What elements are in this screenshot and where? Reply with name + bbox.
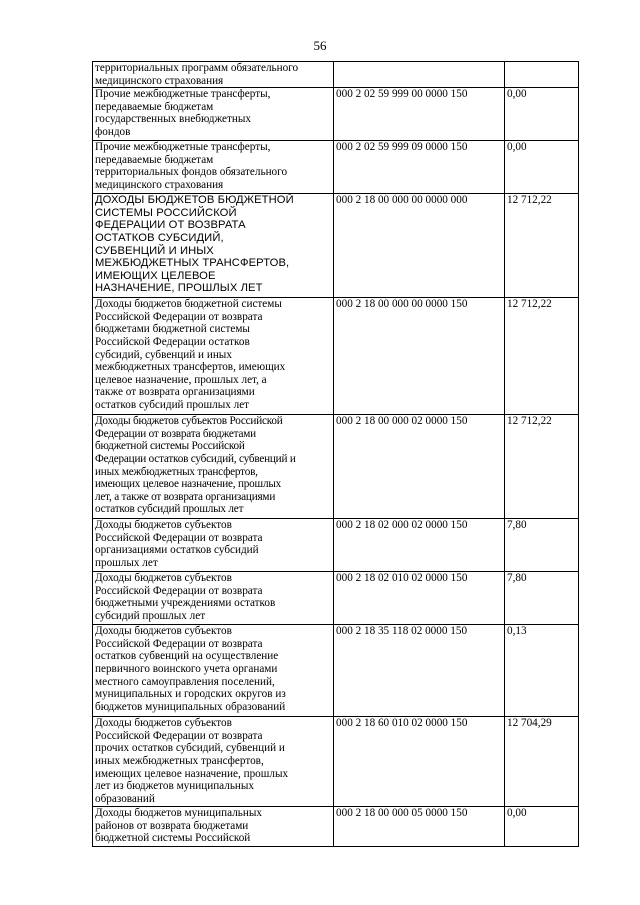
- row-value-cell: [505, 807, 579, 847]
- row-code-cell: [334, 194, 505, 298]
- row-code: 000 2 18 02 010 02 0000 150: [336, 572, 468, 585]
- table-row: [93, 717, 579, 807]
- row-code: 000 2 18 00 000 02 0000 150: [336, 415, 468, 428]
- row-code: 000 2 18 60 010 02 0000 150: [336, 717, 468, 730]
- row-name: Доходы бюджетов муниципальных районов от возврата бюджетами бюджетной системы Российской: [95, 807, 262, 845]
- row-name: Прочие межбюджетные трансферты, передаваемые бюджетам государственных внебюджетных фондов: [95, 88, 271, 138]
- row-code-cell: [334, 298, 505, 415]
- row-name-cell: [93, 519, 334, 572]
- row-code: 000 2 18 02 000 02 0000 150: [336, 519, 468, 532]
- row-code: 000 2 02 59 999 09 0000 150: [336, 141, 468, 154]
- row-code: 000 2 02 59 999 00 0000 150: [336, 88, 468, 101]
- row-value-cell: [505, 519, 579, 572]
- row-name: Доходы бюджетов субъектов Российской Федерации от возврата бюджетами бюджетной системы Российской Федерации остатков субсидий, субвенций и иных межбюджетных трансфертов, имеющих целевое назначение, прошлых лет, а также от возврата организациями остатков субсидий прошлых лет: [95, 415, 296, 516]
- table-row: [93, 807, 579, 847]
- row-value-cell: [505, 62, 579, 88]
- row-value-cell: [505, 88, 579, 141]
- row-code-cell: [334, 62, 505, 88]
- row-name-cell: [93, 625, 334, 717]
- table-row: [93, 194, 579, 298]
- row-name-cell: [93, 717, 334, 807]
- row-name: Доходы бюджетов субъектов Российской Федерации от возврата прочих остатков субсидий, субвенций и иных межбюджетных трансфертов, имеющих целевое назначение, прошлых лет из бюджетов муниципальных образований: [95, 717, 289, 805]
- row-code-cell: [334, 807, 505, 847]
- row-name-cell: [93, 807, 334, 847]
- revenue-table: [92, 61, 579, 847]
- row-value: 0,13: [507, 625, 527, 638]
- row-name: Доходы бюджетов субъектов Российской Федерации от возврата бюджетными учреждениями остатков субсидий прошлых лет: [95, 572, 276, 622]
- row-value: 12 704,29: [507, 717, 552, 730]
- row-value-cell: [505, 572, 579, 625]
- row-name: ДОХОДЫ БЮДЖЕТОВ БЮДЖЕТНОЙ СИСТЕМЫ РОССИЙСКОЙ ФЕДЕРАЦИИ ОТ ВОЗВРАТА ОСТАТКОВ СУБСИДИЙ, СУБВЕНЦИЙ И ИНЫХ МЕЖБЮДЖЕТНЫХ ТРАНСФЕРТОВ, ИМЕЮЩИХ ЦЕЛЕВОЕ НАЗНАЧЕНИЕ, ПРОШЛЫХ ЛЕТ: [95, 194, 294, 295]
- row-name-cell: [93, 88, 334, 141]
- row-name-cell: [93, 298, 334, 415]
- row-value: 0,00: [507, 88, 527, 101]
- row-value: 12 712,22: [507, 298, 552, 311]
- row-value-cell: [505, 625, 579, 717]
- row-name: Доходы бюджетов бюджетной системы Российской Федерации от возврата бюджетами бюджетной системы Российской Федерации остатков субсидий, субвенций и иных межбюджетных трансфертов, имеющих целевое назначение, прошлых лет, а также от возврата организациями остатков субсидий прошлых лет: [95, 298, 286, 411]
- row-value-cell: [505, 415, 579, 519]
- row-value: 7,80: [507, 572, 527, 585]
- table-row: [93, 62, 579, 88]
- row-code: 000 2 18 00 000 00 0000 000: [336, 194, 468, 207]
- row-name-cell: [93, 194, 334, 298]
- row-name: территориальных программ обязательного медицинского страхования: [95, 62, 299, 87]
- row-code: 000 2 18 00 000 00 0000 150: [336, 298, 468, 311]
- row-name-cell: [93, 141, 334, 194]
- row-code-cell: [334, 625, 505, 717]
- table-row: [93, 141, 579, 194]
- row-code-cell: [334, 88, 505, 141]
- table-row: [93, 298, 579, 415]
- row-value-cell: [505, 298, 579, 415]
- row-name-cell: [93, 572, 334, 625]
- row-code-cell: [334, 415, 505, 519]
- row-code-cell: [334, 519, 505, 572]
- table-row: [93, 415, 579, 519]
- row-name-cell: [93, 415, 334, 519]
- row-value: 12 712,22: [507, 415, 552, 428]
- row-name: Доходы бюджетов субъектов Российской Федерации от возврата остатков субвенций на осуществление первичного воинского учета органами местного самоуправления поселений, муниципальных и городских округов из бюджетов муниципальных образований: [95, 625, 286, 713]
- row-name-cell: [93, 62, 334, 88]
- row-value: 12 712,22: [507, 194, 552, 207]
- table-row: [93, 625, 579, 717]
- row-value: 7,80: [507, 519, 527, 532]
- row-code: 000 2 18 35 118 02 0000 150: [336, 625, 468, 638]
- row-value: 0,00: [507, 807, 527, 820]
- row-name: Прочие межбюджетные трансферты, передаваемые бюджетам территориальных фондов обязательного медицинского страхования: [95, 141, 288, 191]
- row-code: 000 2 18 00 000 05 0000 150: [336, 807, 468, 820]
- row-name: Доходы бюджетов субъектов Российской Федерации от возврата организациями остатков субсидий прошлых лет: [95, 519, 263, 569]
- page-number: 56: [313, 38, 327, 53]
- row-code-cell: [334, 572, 505, 625]
- table-row: [93, 572, 579, 625]
- row-value-cell: [505, 141, 579, 194]
- row-code-cell: [334, 717, 505, 807]
- table-row: [93, 519, 579, 572]
- table-row: [93, 88, 579, 141]
- row-value: 0,00: [507, 141, 527, 154]
- row-code-cell: [334, 141, 505, 194]
- row-value-cell: [505, 717, 579, 807]
- row-value-cell: [505, 194, 579, 298]
